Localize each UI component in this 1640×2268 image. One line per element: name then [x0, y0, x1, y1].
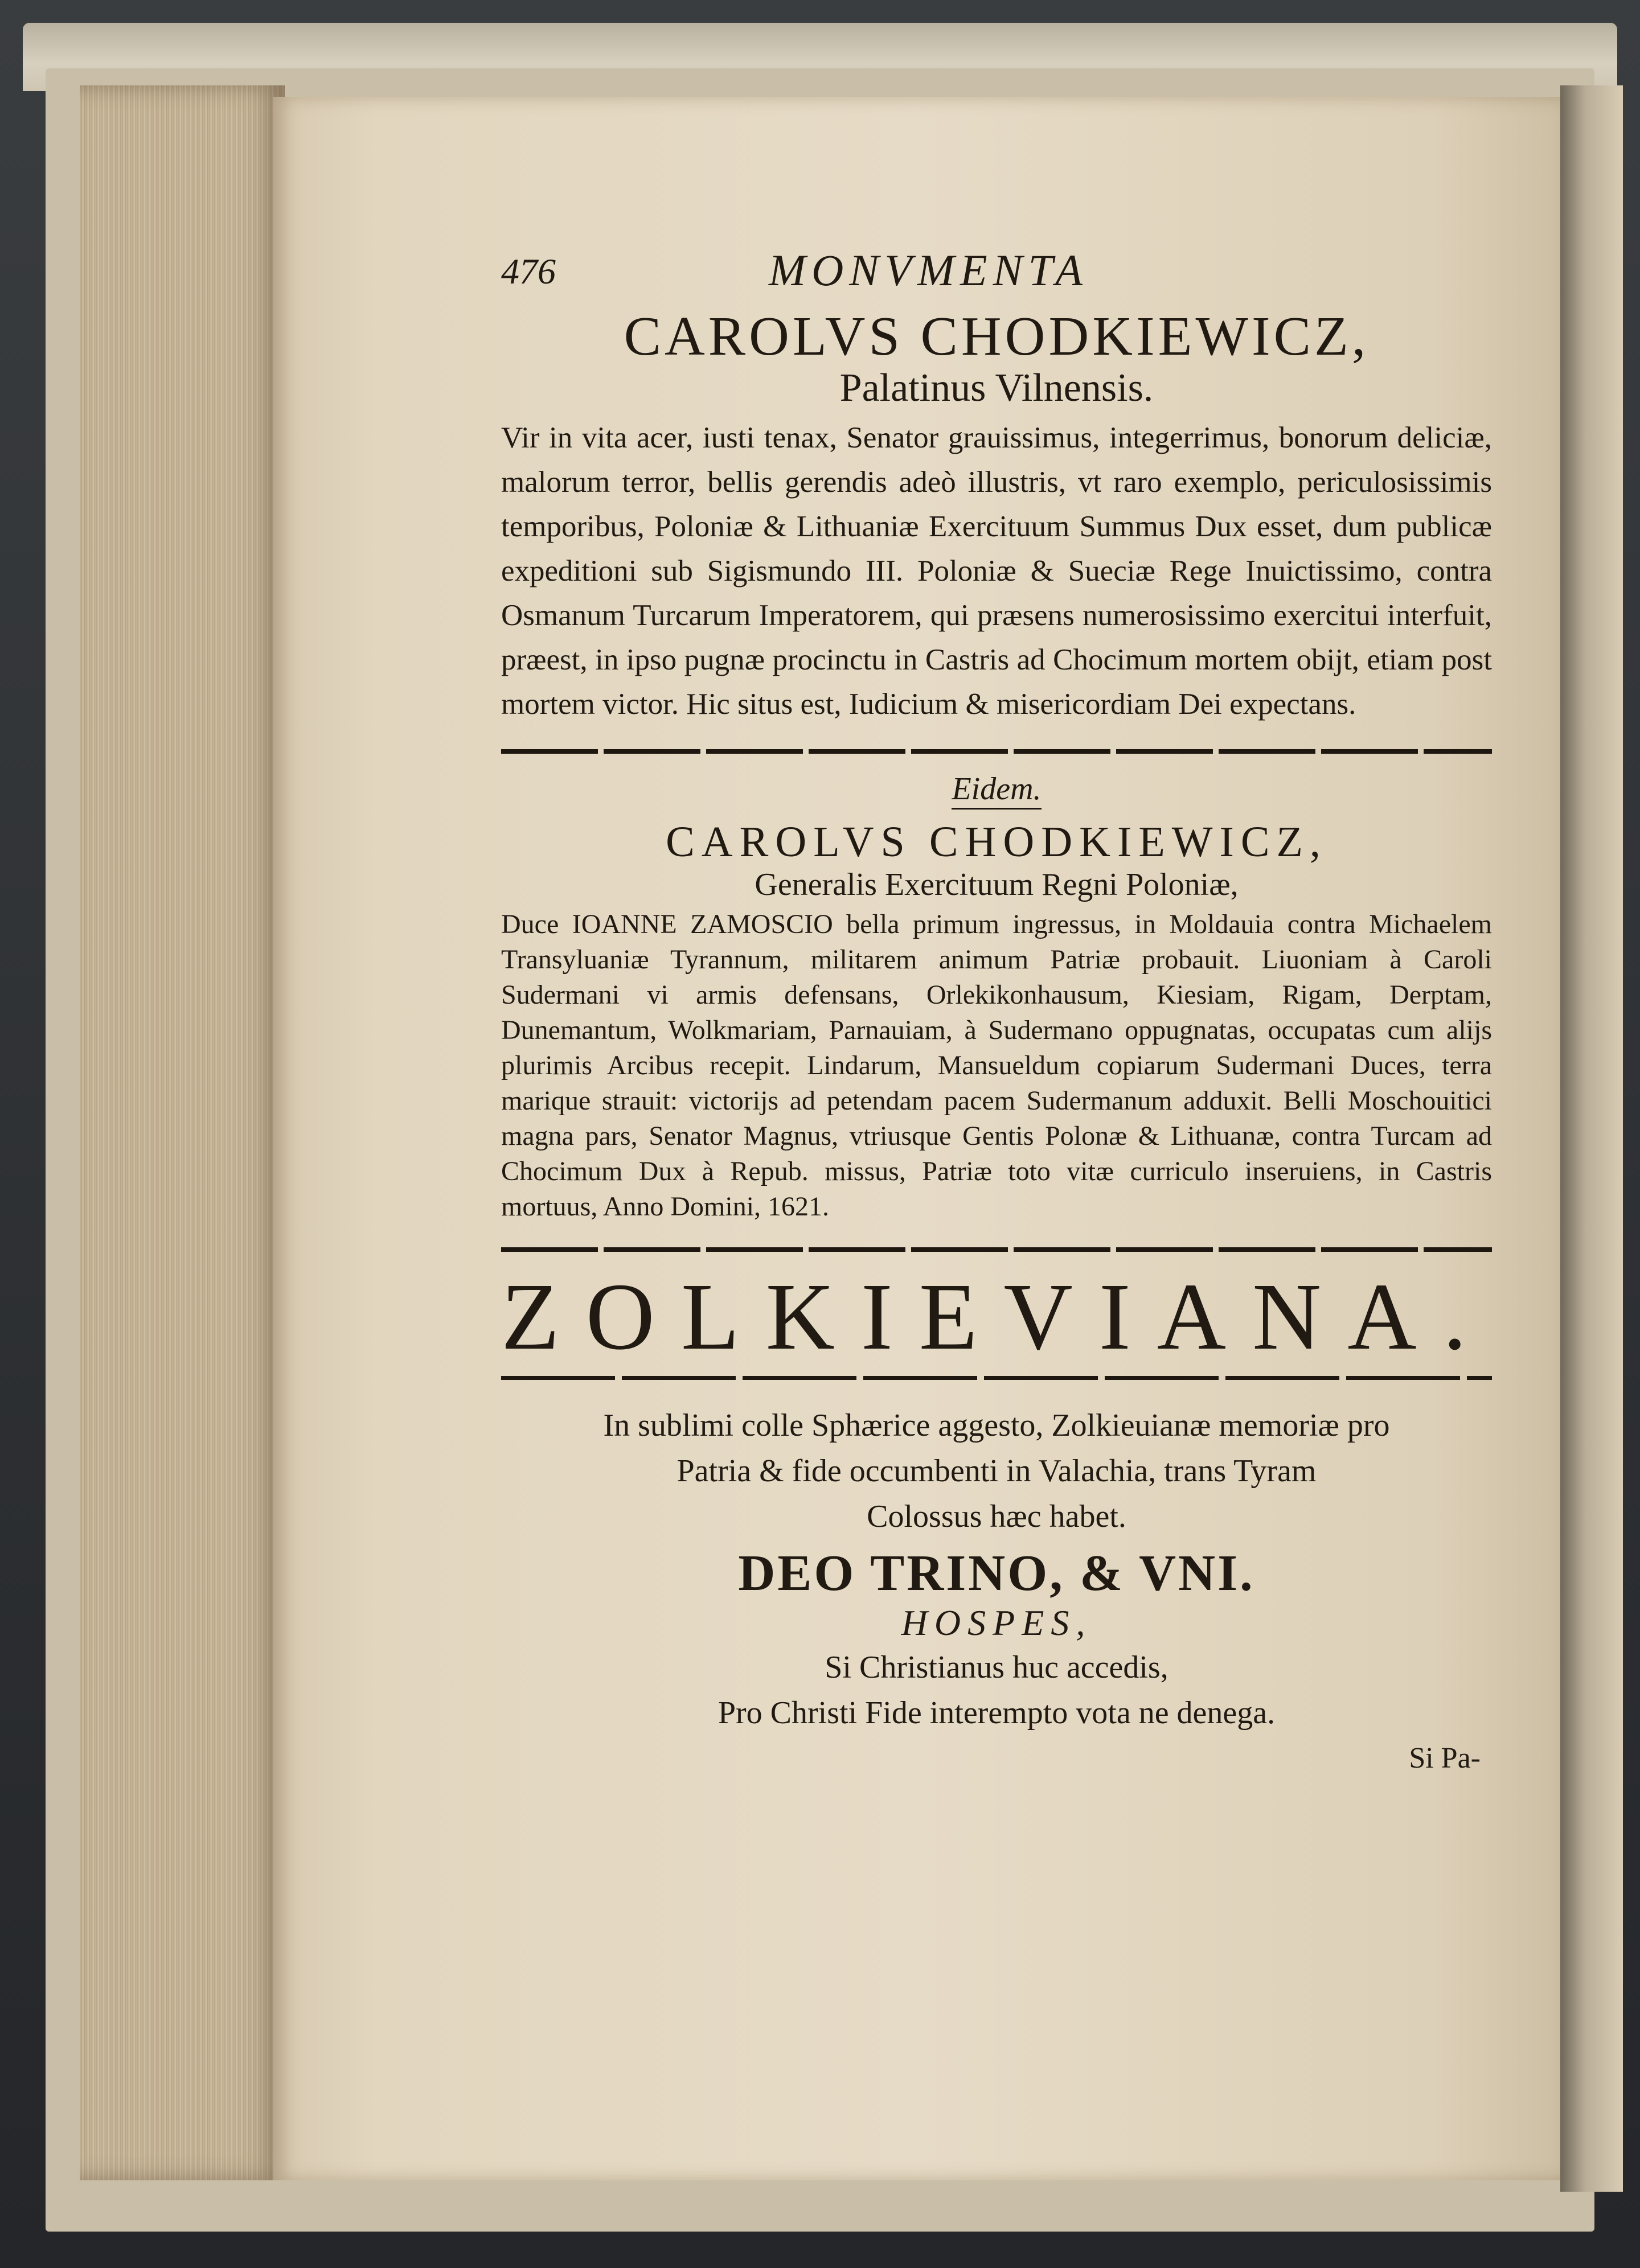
intro-line-2: Patria & fide occumbenti in Valachia, trans Tyram: [676, 1453, 1317, 1489]
eidem-heading: [501, 771, 1492, 807]
eidem-text: Eidem.: [952, 771, 1041, 810]
section-title-2: CAROLVS CHODKIEWICZ,: [666, 817, 1327, 866]
zolkieviana-title: ZOLKIEVIANA.: [501, 1263, 1493, 1370]
verse-line-2: Pro Christi Fide interempto vota ne denega.: [718, 1695, 1276, 1731]
facing-page-edge: [1560, 85, 1623, 2192]
page-number: 476: [501, 251, 556, 291]
divider-rule: [501, 749, 1492, 754]
running-title: MONVMENTA: [769, 245, 1088, 295]
verse-line-1: Si Christianus huc accedis,: [825, 1650, 1168, 1686]
section-subtitle-2: Generalis Exercituum Regni Poloniæ,: [755, 867, 1239, 903]
intro-line-3: Colossus hæc habet.: [867, 1498, 1126, 1534]
catchword: Si Pa-: [1409, 1742, 1481, 1775]
epitaph-paragraph: Vir in vita acer, iusti tenax, Senator grauissimus, integerrimus, bonorum deliciæ, malorum terror, bellis gerendis adeò illustris, vt raro exemplo, periculosissimis temporibus, Poloniæ & Lithuaniæ Exercituum Summus Dux esset, dum publicæ expeditioni sub Sigismundo III. Poloniæ & Sueciæ Rege Inuictissimo, contra Osmanum Turcarum Imperatorem, qui præsens numerosissimo exercitui interfuit, præest, in ipso pugnæ procinctu in Castris ad Chocimum mortem obijt, etiam post mortem victor. Hic situs est, Iudicium & misericordiam Dei expectans.: [501, 421, 1492, 721]
divider-rule-2: [501, 1247, 1492, 1252]
intro-line-1: In sublimi colle Sphærice aggesto, Zolkieuianæ memoriæ pro: [603, 1407, 1390, 1443]
dedication: DEO TRINO, & VNI.: [738, 1544, 1255, 1601]
hospes-heading: HOSPES,: [901, 1602, 1092, 1643]
page-text: [501, 245, 1492, 1775]
inscription-intro: [501, 1403, 1492, 1539]
section-subtitle: Palatinus Vilnensis.: [839, 365, 1154, 410]
divider-rule-3: [501, 1376, 1492, 1380]
section-title: CAROLVS CHODKIEWICZ,: [624, 306, 1370, 367]
running-head: [501, 245, 1492, 307]
epitaph-paragraph-2: Duce IOANNE ZAMOSCIO bella primum ingressus, in Moldauia contra Michaelem Transyluaniæ Tyrannum, militarem animum Patriæ probauit. Liuoniam à Caroli Sudermani vi armis defensans, Orlekikonhausum, Kiesiam, Rigam, Derptam, Dunemantum, Wolkmariam, Parnauiam, à Sudermano oppugnatas, occupatas cum alijs plurimis Arcibus recepit. Lindarum, Mansueldum copiarum Sudermani Duces, terra marique strauit: victorijs ad petendam pacem Sudermanum adduxit. Belli Moschouitici magna pars, Senator Magnus, vtriusque Gentis Polonæ & Lithuanæ, contra Turcam ad Chocimum Dux à Repub. missus, Patriæ toto vitæ curriculo inseruiens, in Castris mortuus, Anno Domini, 1621.: [501, 909, 1492, 1222]
page-edges: [80, 85, 285, 2180]
